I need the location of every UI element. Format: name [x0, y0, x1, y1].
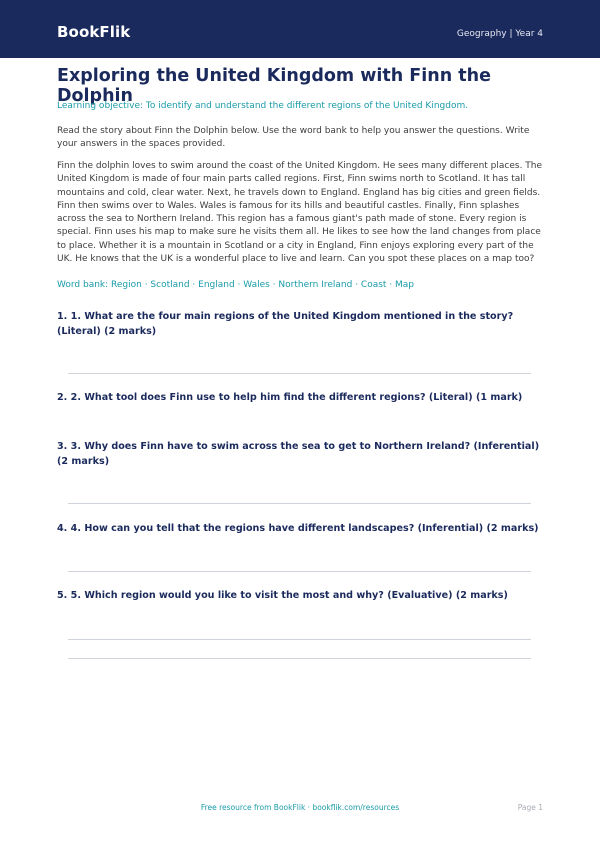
- story-text: Finn the dolphin loves to swim around the coast of the United Kingdom. He sees many different places. The United Kingdom is made of four main parts called regions. First, Finn swims north to Scotland. It has tall mountains and cold, clear water. Next, he travels down to England. England has big cities and green fields. Finn then swims over to Wales. Wales is famous for its hills and beautiful castles. Finally, Finn splashes across the sea to Northern Ireland. This region has a famous giant's path made of stone. Every region is special. Finn uses his map to make sure he visits them all. He likes to see how the land changes from place to place. Whether it is a mountain in Scotland or a city in England, Finn enjoys exploring every part of the UK. He knows that the UK is a wonderful place to live and learn. Can you spot these places on a map too?: [57, 161, 543, 265]
- footer-resource-link[interactable]: Free resource from BookFlik · bookflik.com/resources: [200, 803, 400, 812]
- answer-line[interactable]: [68, 503, 531, 504]
- answer-line[interactable]: [68, 639, 531, 640]
- brand-logo[interactable]: BookFlik: [57, 23, 131, 41]
- header-bar: [0, 0, 600, 58]
- page-number: Page 1: [517, 803, 543, 812]
- question-3: 3. 3. Why does Finn have to swim across the sea to get to Northern Ireland? (Inferential) (2 marks): [57, 441, 540, 467]
- question-2: 2. 2. What tool does Finn use to help him find the different regions? (Literal) (1 mark): [57, 392, 523, 403]
- instructions: Read the story about Finn the Dolphin below. Use the word bank to help you answer the questions. Write your answers in the spaces provided.: [57, 126, 530, 150]
- answer-line[interactable]: [68, 658, 531, 659]
- word-bank: Word bank: Region · Scotland · England · Wales · Northern Ireland · Coast · Map: [57, 280, 415, 290]
- subject-label: Geography | Year 4: [456, 29, 543, 39]
- question-5: 5. 5. Which region would you like to visit the most and why? (Evaluative) (2 marks): [57, 590, 508, 601]
- learning-objective: Learning objective: To identify and understand the different regions of the United Kingdom.: [57, 101, 469, 111]
- answer-line[interactable]: [68, 571, 531, 572]
- question-4: 4. 4. How can you tell that the regions have different landscapes? (Inferential) (2 marks): [57, 523, 539, 534]
- answer-line[interactable]: [68, 373, 531, 374]
- question-1: 1. 1. What are the four main regions of the United Kingdom mentioned in the story? (Literal) (2 marks): [57, 311, 514, 337]
- worksheet-title: Exploring the United Kingdom with Finn the Dolphin: [57, 66, 491, 106]
